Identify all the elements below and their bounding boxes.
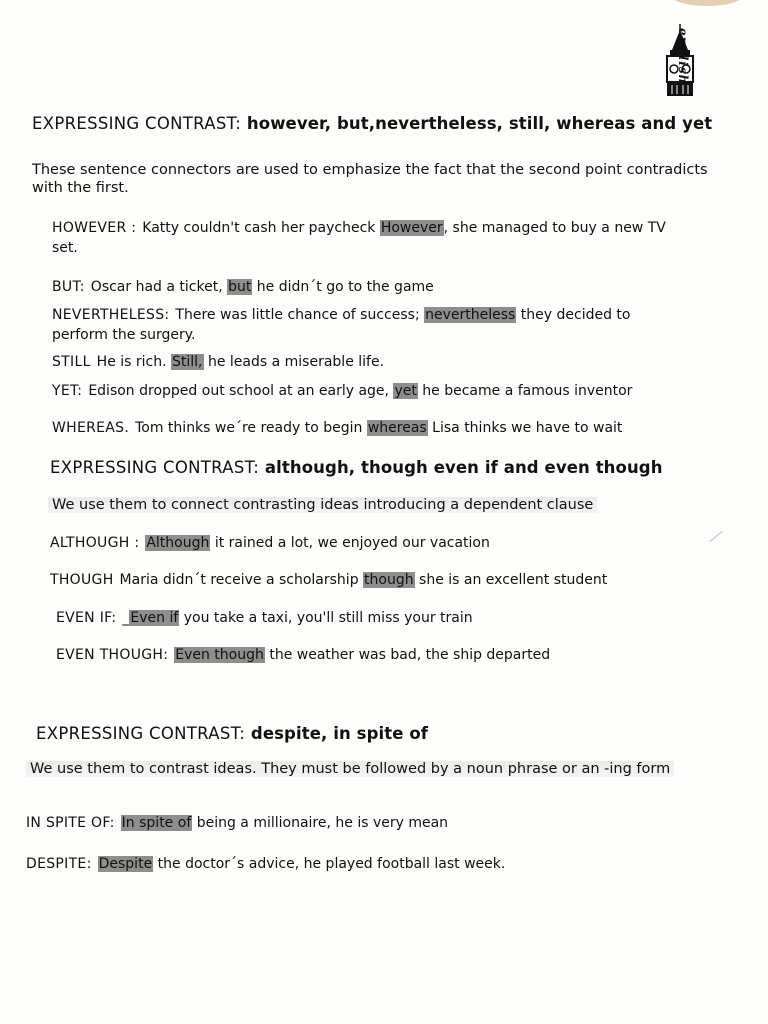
example-despite: DESPITE: Despite the doctor´s advice, he played football last week.	[26, 856, 506, 872]
logo-text: english	[676, 28, 690, 85]
intro-text: We use them to connect contrasting ideas introducing a dependent clause	[48, 497, 597, 513]
section-heading: EXPRESSING CONTRAST: despite, in spite of	[36, 724, 429, 743]
section-heading: EXPRESSING CONTRAST: although, though even if and even though	[50, 458, 663, 477]
section-heading: EXPRESSING CONTRAST: however, but,nevertheless, still, whereas and yet	[32, 114, 713, 133]
example-continuation: perform the surgery.	[52, 327, 196, 343]
intro-text: We use them to contrast ideas. They must be followed by a noun phrase or an -ing form	[26, 761, 674, 777]
example-even-though: EVEN THOUGH: Even though the weather was bad, the ship departed	[56, 647, 551, 663]
intro-text: with the first.	[32, 180, 129, 196]
example-whereas: WHEREAS. Tom thinks we´re ready to begin whereas Lisa thinks we have to wait	[52, 420, 623, 436]
pencil-mark	[710, 531, 723, 542]
example-even-if: EVEN IF: _Even if you take a taxi, you'll still miss your train	[56, 610, 473, 626]
example-though: THOUGH Maria didn´t receive a scholarship though she is an excellent student	[50, 572, 608, 588]
example-although: ALTHOUGH : Although it rained a lot, we enjoyed our vacation	[50, 535, 490, 551]
example-continuation: set.	[52, 240, 78, 256]
example-but: BUT: Oscar had a ticket, but he didn´t go to the game	[52, 279, 434, 295]
example-however: HOWEVER : Katty couldn't cash her paycheck However, she managed to buy a new TV	[52, 220, 666, 236]
coffee-stain	[672, 0, 742, 6]
example-still: STILL He is rich. Still, he leads a miserable life.	[52, 354, 385, 370]
example-nevertheless: NEVERTHELESS: There was little chance of success; nevertheless they decided to	[52, 307, 631, 323]
example-in-spite-of: IN SPITE OF: In spite of being a millionaire, he is very mean	[26, 815, 449, 831]
intro-text: These sentence connectors are used to emphasize the fact that the second point contradicts	[32, 162, 708, 178]
example-yet: YET: Edison dropped out school at an early age, yet he became a famous inventor	[52, 383, 633, 399]
big-ben-icon	[660, 22, 720, 102]
